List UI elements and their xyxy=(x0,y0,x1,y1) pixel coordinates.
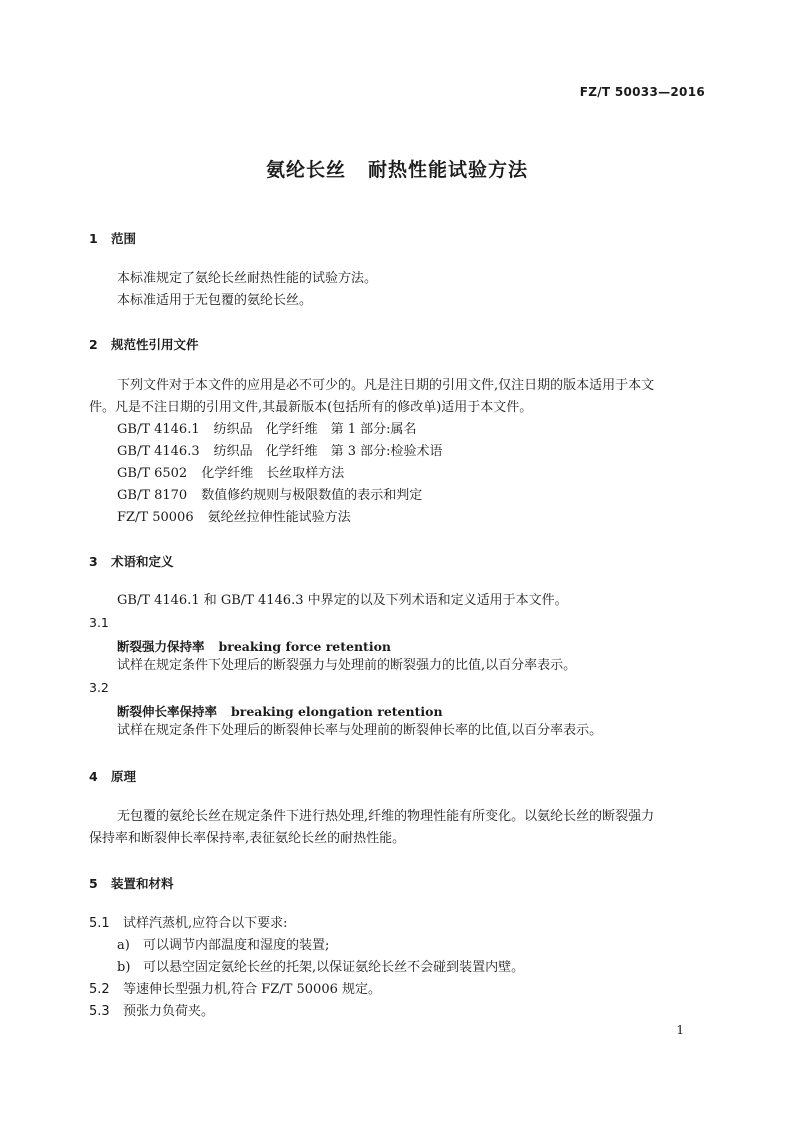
term-number: 3.2 xyxy=(89,680,109,695)
clause-number: 5.2 xyxy=(89,982,110,997)
scope-paragraph-2: 本标准适用于无包覆的氨纶长丝。 xyxy=(117,293,313,308)
section-number: 3 xyxy=(89,554,98,569)
reference-item xyxy=(117,507,351,529)
clause-number: 5.1 xyxy=(89,916,110,931)
principle-line-1: 无包覆的氨纶长丝在规定条件下进行热处理,纤维的物理性能有所变化。以氨纶长丝的断裂强力 xyxy=(117,809,655,824)
list-item-text: 可以悬空固定氨纶长丝的托架,以保证氨纶长丝不会碰到装置内壁。 xyxy=(143,960,525,975)
title-part-2: 耐热性能试验方法 xyxy=(368,159,529,181)
section-title: 原理 xyxy=(111,769,137,784)
clause-text: 预张力负荷夹。 xyxy=(123,1004,215,1019)
normative-ref-intro-line-2: 件。凡是不注日期的引用文件,其最新版本(包括所有的修改单)适用于本文件。 xyxy=(89,400,533,415)
clause-text: 等速伸长型强力机,符合 FZ/T 50006 规定。 xyxy=(123,982,381,997)
reference-title: 氨纶丝拉伸性能试验方法 xyxy=(207,510,351,525)
reference-title: 数值修约规则与极限数值的表示和判定 xyxy=(201,488,423,503)
reference-code: GB/T 8170 xyxy=(117,488,188,503)
standard-number: FZ/T 50033—2016 xyxy=(579,85,705,99)
list-item-label: a) xyxy=(117,938,130,953)
clause-5-2 xyxy=(89,979,381,1001)
clause-text: 试样汽蒸机,应符合以下要求: xyxy=(123,916,288,931)
list-item xyxy=(117,957,524,979)
reference-item xyxy=(117,485,422,507)
section-title: 术语和定义 xyxy=(111,554,174,569)
term-english: breaking elongation retention xyxy=(231,704,443,719)
list-item xyxy=(117,935,329,957)
reference-code: GB/T 4146.1 xyxy=(117,422,200,437)
section-5-heading xyxy=(89,874,174,892)
section-number: 2 xyxy=(89,337,98,352)
term-english: breaking force retention xyxy=(218,639,392,654)
term-chinese: 断裂强力保持率 xyxy=(117,639,205,654)
principle-line-2: 保持率和断裂伸长率保持率,表征氨纶长丝的耐热性能。 xyxy=(89,831,406,846)
document-title xyxy=(0,155,794,182)
reference-code: FZ/T 50006 xyxy=(117,510,194,525)
section-title: 范围 xyxy=(111,231,137,246)
term-definition: 试样在规定条件下处理后的断裂伸长率与处理前的断裂伸长率的比值,以百分率表示。 xyxy=(117,723,603,738)
term-number: 3.1 xyxy=(89,615,109,630)
normative-ref-intro-line-1: 下列文件对于本文件的应用是必不可少的。凡是注日期的引用文件,仅注日期的版本适用于本文 xyxy=(117,378,655,393)
page-number: 1 xyxy=(676,1023,684,1037)
section-number: 1 xyxy=(89,231,98,246)
reference-title: 纺织品 化学纤维 第 3 部分:检验术语 xyxy=(213,444,443,459)
reference-item xyxy=(117,441,443,463)
reference-title: 纺织品 化学纤维 第 1 部分:属名 xyxy=(213,422,417,437)
reference-title: 化学纤维 长丝取样方法 xyxy=(201,466,345,481)
section-title: 装置和材料 xyxy=(111,876,174,891)
reference-code: GB/T 4146.3 xyxy=(117,444,200,459)
clause-5-1 xyxy=(89,913,288,935)
terms-intro: GB/T 4146.1 和 GB/T 4146.3 中界定的以及下列术语和定义适用于本文件。 xyxy=(117,593,568,608)
section-number: 4 xyxy=(89,769,98,784)
term-heading xyxy=(117,702,443,720)
list-item-label: b) xyxy=(117,960,131,975)
section-3-heading xyxy=(89,552,174,570)
section-2-heading xyxy=(89,335,199,353)
section-number: 5 xyxy=(89,876,98,891)
scope-paragraph-1: 本标准规定了氨纶长丝耐热性能的试验方法。 xyxy=(117,271,378,286)
term-heading xyxy=(117,637,391,655)
reference-item xyxy=(117,463,344,485)
list-item-text: 可以调节内部温度和湿度的装置; xyxy=(143,938,330,953)
clause-5-3 xyxy=(89,1001,214,1023)
term-chinese: 断裂伸长率保持率 xyxy=(117,704,218,719)
reference-code: GB/T 6502 xyxy=(117,466,188,481)
term-definition: 试样在规定条件下处理后的断裂强力与处理前的断裂强力的比值,以百分率表示。 xyxy=(117,658,577,673)
section-4-heading xyxy=(89,767,136,785)
section-title: 规范性引用文件 xyxy=(111,337,199,352)
clause-number: 5.3 xyxy=(89,1004,110,1019)
reference-item xyxy=(117,419,417,441)
section-1-heading xyxy=(89,229,136,247)
title-part-1: 氨纶长丝 xyxy=(265,159,346,181)
